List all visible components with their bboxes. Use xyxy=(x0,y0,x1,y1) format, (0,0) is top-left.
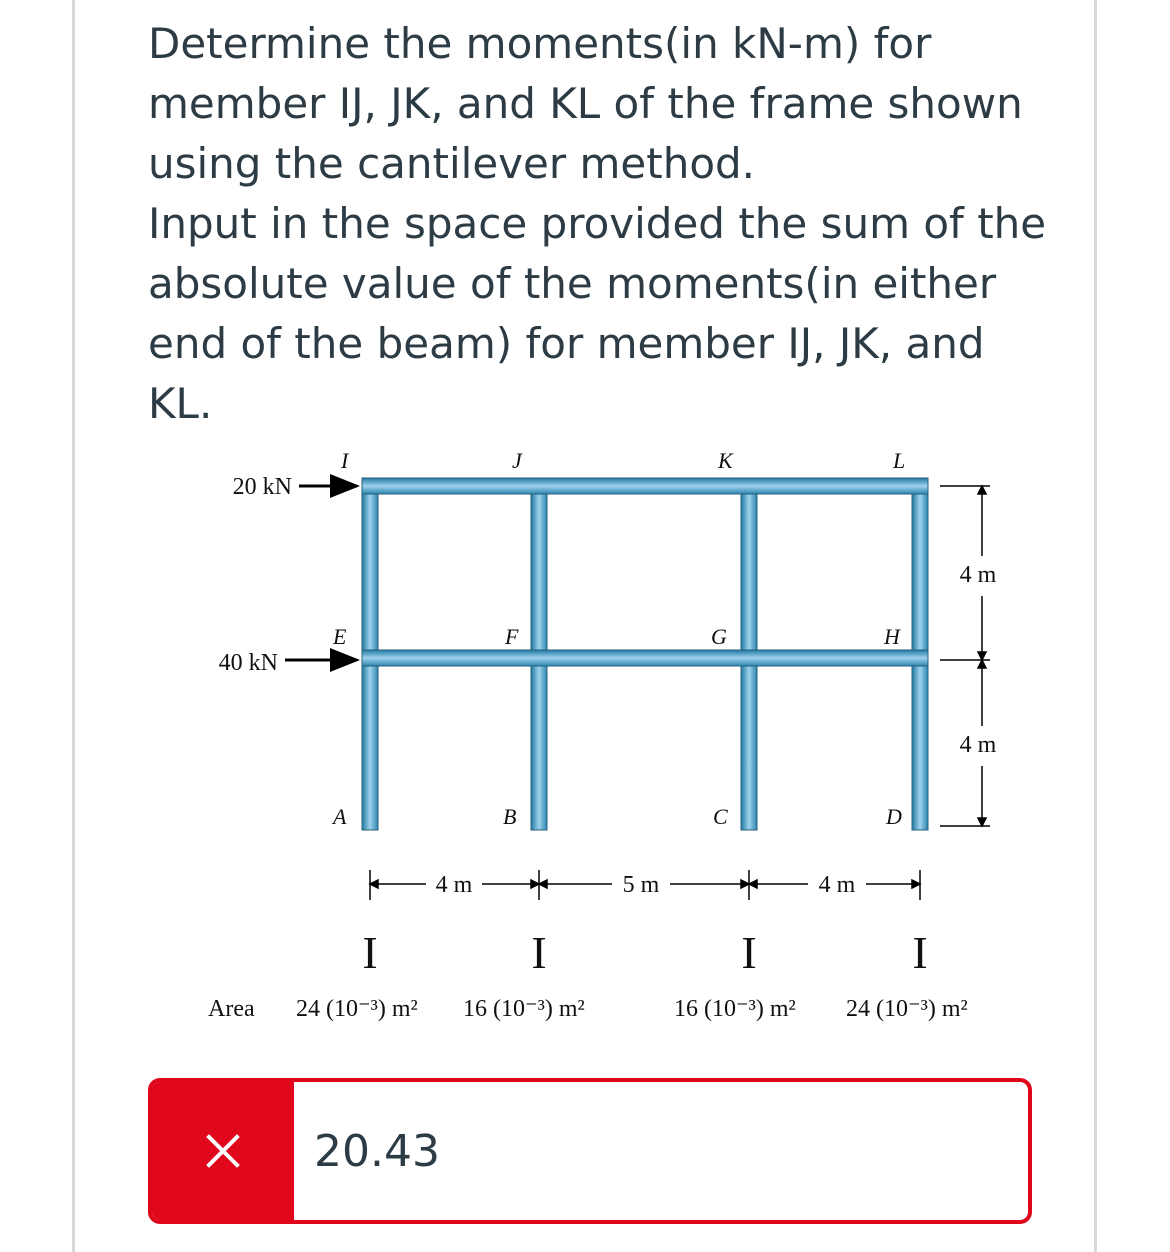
node-label-L: L xyxy=(893,448,906,473)
i-section-icon-1: I xyxy=(362,927,378,978)
node-label-E: E xyxy=(333,624,347,649)
node-label-J: J xyxy=(512,448,522,473)
height-dimensions xyxy=(940,486,990,826)
node-label-A: A xyxy=(333,804,347,829)
answer-value[interactable]: 20.43 xyxy=(314,1125,440,1177)
dimension-span-2: 5 m xyxy=(622,872,660,898)
beam-IJKL xyxy=(362,478,928,494)
x-icon xyxy=(206,1134,240,1168)
dimension-lower-height: 4 m xyxy=(959,732,997,758)
answer-field[interactable] xyxy=(148,1078,1032,1224)
node-label-C: C xyxy=(713,804,728,829)
load-label-middle: 40 kN xyxy=(218,650,278,676)
question-prompt: Determine the moments(in kN-m) for member IJ, JK, and KL of the frame shown using the cantilever method. xyxy=(148,19,1023,188)
frame-beams xyxy=(362,478,928,666)
dimension-upper-height: 4 m xyxy=(959,562,997,588)
node-label-I: I xyxy=(341,448,349,473)
dimension-span-3: 4 m xyxy=(818,872,856,898)
i-section-icon-3: I xyxy=(741,927,757,978)
area-value-3: 16 (10⁻³) m² xyxy=(674,996,796,1022)
area-label: Area xyxy=(208,996,255,1022)
question-instruction: Input in the space provided the sum of the absolute value of the moments(in either end of the beam) for member IJ, JK, and KL. xyxy=(148,199,1047,428)
i-section-icon-2: I xyxy=(531,927,547,978)
node-label-F: F xyxy=(505,624,519,649)
node-label-D: D xyxy=(886,804,902,829)
area-value-1: 24 (10⁻³) m² xyxy=(296,996,418,1022)
node-label-B: B xyxy=(503,804,517,829)
i-section-icon-4: I xyxy=(912,927,928,978)
dimension-span-1: 4 m xyxy=(435,872,473,898)
area-value-2: 16 (10⁻³) m² xyxy=(463,996,585,1022)
i-section-symbols xyxy=(362,927,927,978)
area-row xyxy=(208,996,968,1022)
load-label-top: 20 kN xyxy=(232,474,292,500)
area-value-4: 24 (10⁻³) m² xyxy=(846,996,968,1022)
node-labels xyxy=(331,448,905,829)
node-label-G: G xyxy=(711,624,727,649)
node-label-K: K xyxy=(718,448,733,473)
beam-EFGH xyxy=(362,650,928,666)
node-label-H: H xyxy=(884,624,900,649)
incorrect-status-flag xyxy=(152,1082,294,1220)
